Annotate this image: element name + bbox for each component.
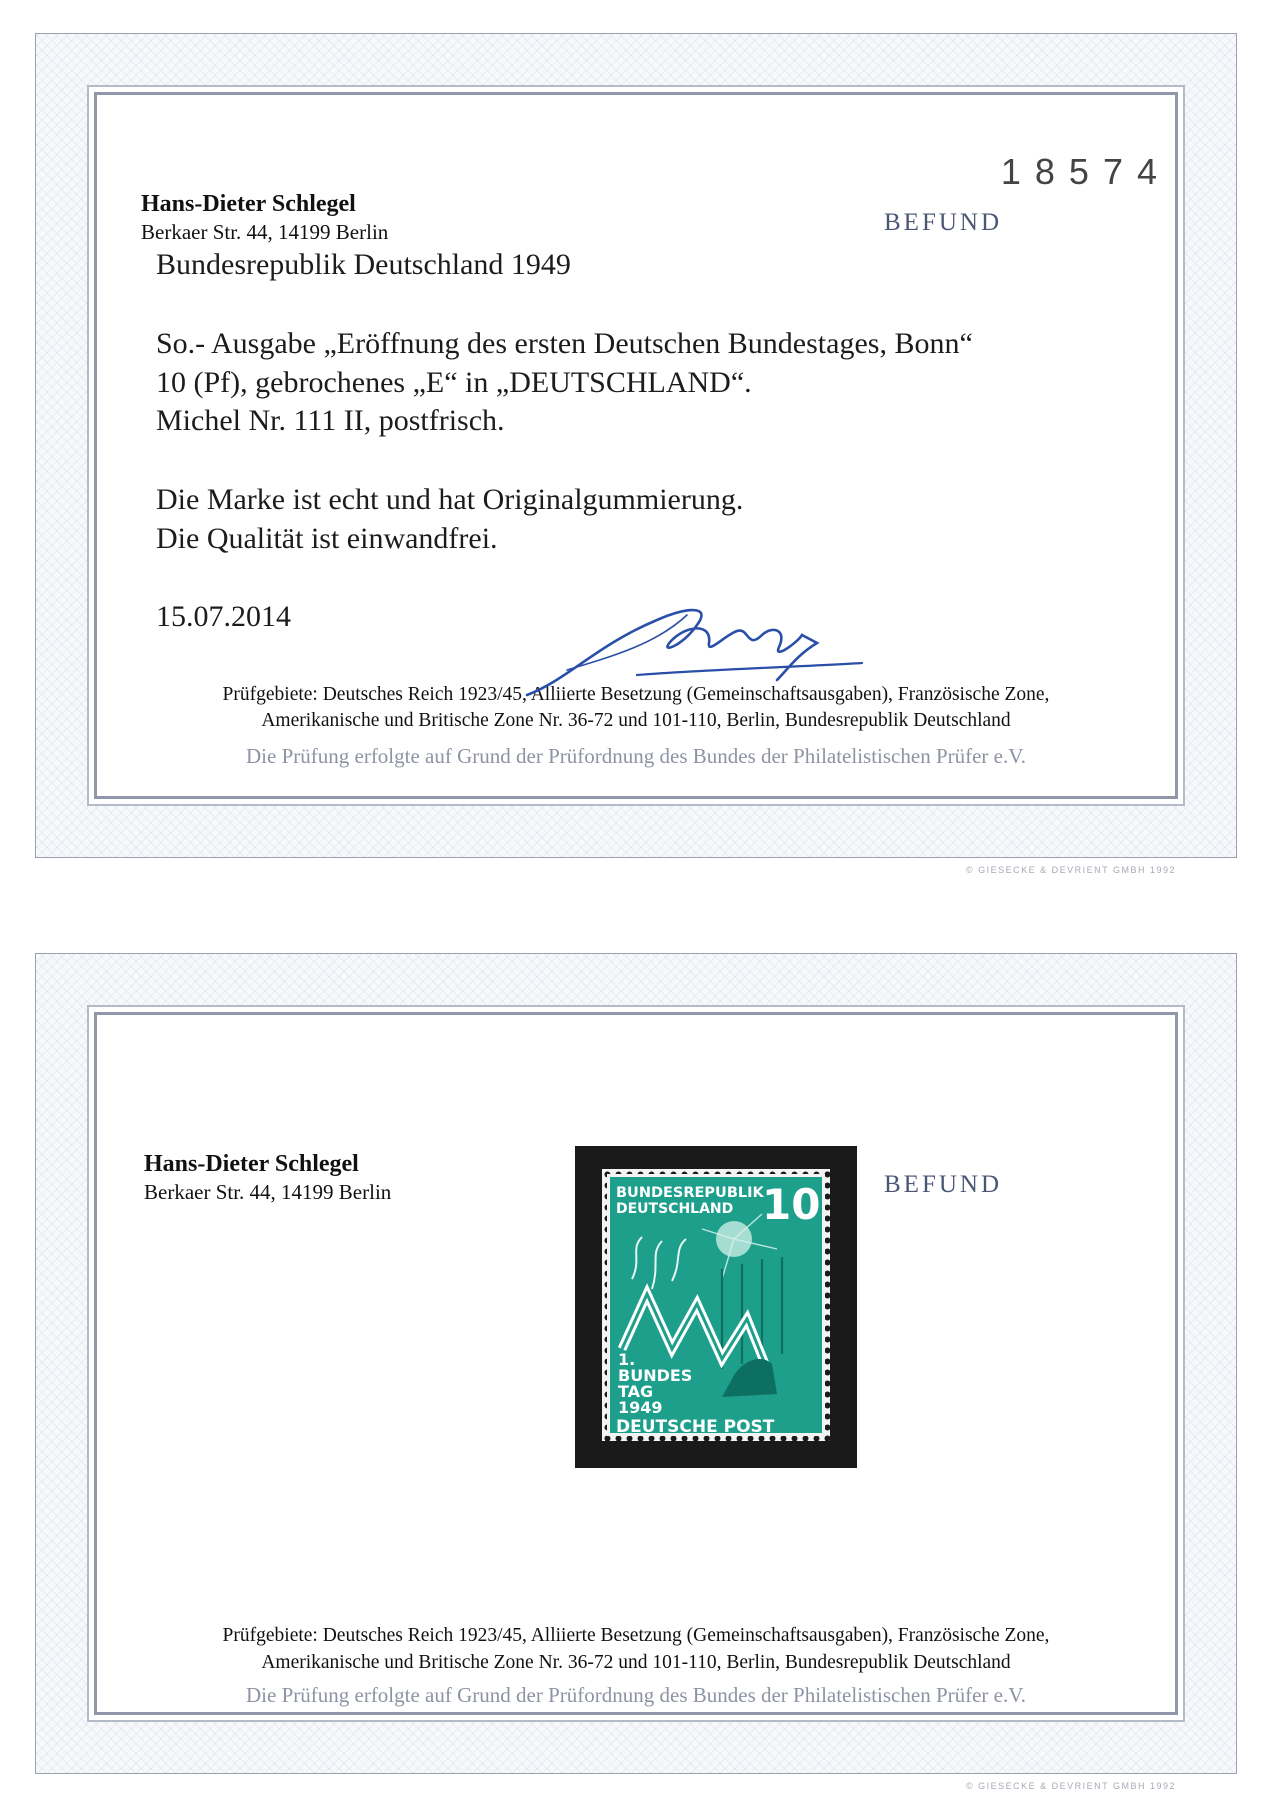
pruefgebiete-line-1: Prüfgebiete: Deutsches Reich 1923/45, Alliierte Besetzung (Gemeinschaftsausgaben), Französische Zone, — [222, 1625, 1050, 1646]
issue-line: Bundesrepublik Deutschland 1949 — [156, 248, 571, 281]
pruefgebiete-line-1: Prüfgebiete: Deutsches Reich 1923/45, Alliierte Besetzung (Gemeinschaftsausgaben), Französische Zone, — [222, 684, 1050, 705]
pruefgebiete-line-2: Amerikanische und Britische Zone Nr. 36-72 und 101-110, Berlin, Bundesrepublik Deutschland — [261, 1652, 1011, 1673]
description-line-1: So.- Ausgabe „Eröffnung des ersten Deutschen Bundestages, Bonn“ — [156, 327, 973, 360]
pruefgebiete-line-2: Amerikanische und Britische Zone Nr. 36-72 und 101-110, Berlin, Bundesrepublik Deutschland — [261, 710, 1011, 731]
examiner-name: Hans-Dieter Schlegel — [144, 1151, 359, 1177]
stamp-image — [602, 1169, 830, 1441]
stamp-year: 1949 — [618, 1398, 663, 1417]
pruefordnung-line: Die Prüfung erfolgte auf Grund der Prüfordnung des Bundes der Philatelistischen Prüfer e.V. — [246, 744, 1026, 768]
description-line-2: 10 (Pf), gebrochenes „E“ in „DEUTSCHLAND“. — [156, 366, 752, 399]
examiner-address: Berkaer Str. 44, 14199 Berlin — [141, 220, 389, 244]
stamp-post: DEUTSCHE POST — [616, 1417, 775, 1437]
stamp-country-2: DEUTSCHLAND — [616, 1201, 734, 1217]
date-line: 15.07.2014 — [156, 600, 291, 633]
stamp-value: 10 — [762, 1180, 821, 1229]
pruefordnung-line: Die Prüfung erfolgte auf Grund der Prüfordnung des Bundes der Philatelistischen Prüfer e.V. — [246, 1683, 1026, 1707]
befund-title: BEFUND — [884, 209, 1003, 236]
genuine-line: Die Marke ist echt und hat Originalgummierung. — [156, 483, 744, 516]
certificate-bottom — [35, 953, 1237, 1791]
examiner-address: Berkaer Str. 44, 14199 Berlin — [144, 1180, 392, 1204]
certificate-inner-panel — [94, 1012, 1178, 1715]
michel-line: Michel Nr. 111 II, postfrisch. — [156, 404, 505, 437]
stamp-event-2: BUNDES — [618, 1366, 693, 1385]
stamp-event-3: TAG — [618, 1382, 654, 1401]
stamp-event-1: 1. — [618, 1350, 636, 1369]
quality-line: Die Qualität ist einwandfrei. — [156, 522, 498, 555]
copyright-note: © GIESECKE & DEVRIENT GMBH 1992 — [965, 1781, 1176, 1791]
copyright-note: © GIESECKE & DEVRIENT GMBH 1992 — [965, 865, 1176, 875]
stamp-country-1: BUNDESREPUBLIK — [616, 1185, 764, 1201]
serial-number: 18574 — [1000, 151, 1171, 192]
examiner-name: Hans-Dieter Schlegel — [141, 191, 356, 217]
certificate-inner-panel — [94, 92, 1178, 799]
befund-title: BEFUND — [884, 1171, 1003, 1198]
certificate-top — [35, 33, 1237, 875]
stamp-mount — [575, 1146, 857, 1468]
